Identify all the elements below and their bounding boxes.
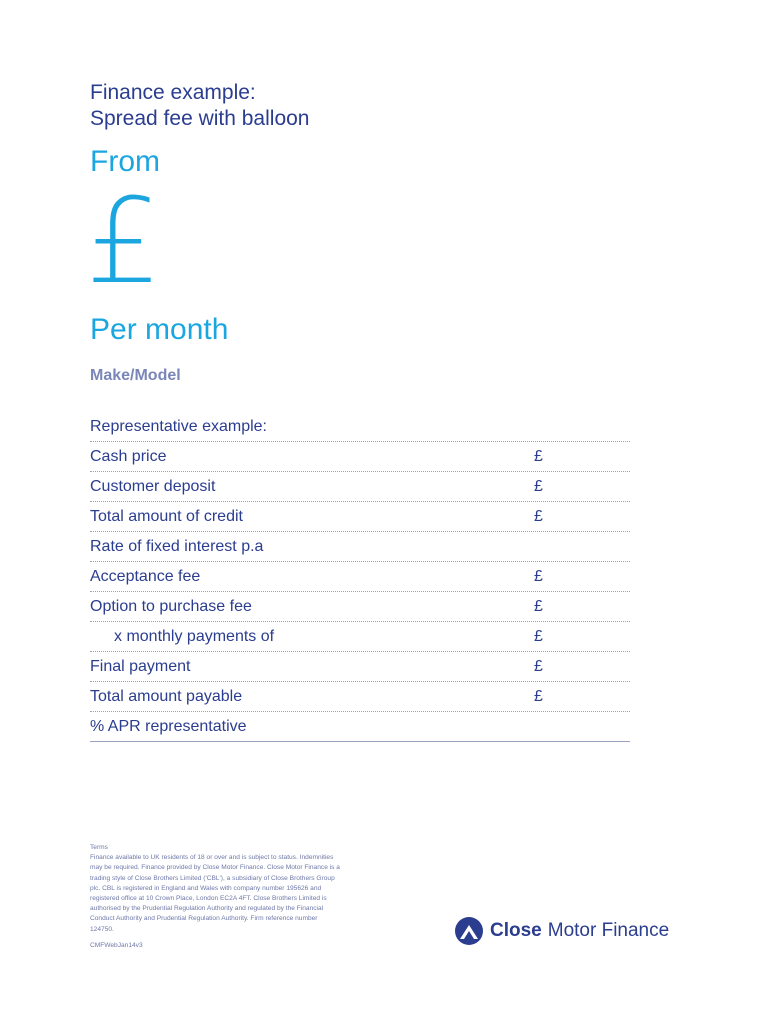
table-row [90,622,630,652]
row-value: £ [534,507,543,525]
terms-block [90,843,340,951]
table-row [90,652,630,682]
representative-example-table [90,441,630,742]
row-label: Acceptance fee [90,567,201,585]
heading-line-2: Spread fee with balloon [90,107,310,130]
row-label: Customer deposit [90,477,216,495]
table-row [90,682,630,712]
table-row [90,592,630,622]
heading-line-1: Finance example: [90,81,256,104]
row-label: Cash price [90,447,167,465]
table-row [90,532,630,562]
terms-body: Finance available to UK residents of 18 or over and is subject to status. Indemnities may be required. Finance provided by Close Motor Finance. Close Motor Finance is a trading style of Close Brothers Limited ('CBL'), a subsidiary of Close Brothers Group plc. CBL is registered in England and Wales with company number 195626 and registered office at 10 Crown Place, London EC2A 4FT. Close Brothers Limited is authorised by the Prudential Regulation Authority and regulated by the Financial Conduct Authority and Prudential Regulation Authority. Firm reference number 124750. [90,854,340,933]
pound-symbol: £ [86,172,162,310]
row-label: x monthly payments of [114,627,275,645]
close-motor-finance-logo [455,917,669,945]
logo-word-close: Close [490,920,542,941]
row-label: % APR representative [90,717,247,735]
mountain-logo-icon [455,917,483,945]
row-value: £ [534,627,543,645]
table-row [90,712,630,742]
row-label: Rate of fixed interest p.a [90,537,264,555]
table-row [90,442,630,472]
table-row [90,472,630,502]
from-label: From [90,145,160,178]
table-row [90,562,630,592]
row-value: £ [534,477,543,495]
row-value: £ [534,687,543,705]
row-label: Total amount payable [90,687,243,705]
row-label: Option to purchase fee [90,597,252,615]
row-label: Total amount of credit [90,507,243,525]
row-value: £ [534,447,543,465]
page-heading [90,80,310,132]
row-value: £ [534,657,543,675]
logo-word-motor-finance: Motor Finance [547,920,670,941]
representative-example-title: Representative example: [90,418,267,435]
row-value: £ [534,597,543,615]
per-month-label: Per month [90,313,229,346]
row-value: £ [534,567,543,585]
make-model-label: Make/Model [90,367,181,384]
terms-title: Terms [90,844,108,851]
document-code: CMFWebJan14v3 [90,941,143,949]
row-label: Final payment [90,657,191,675]
table-row [90,502,630,532]
